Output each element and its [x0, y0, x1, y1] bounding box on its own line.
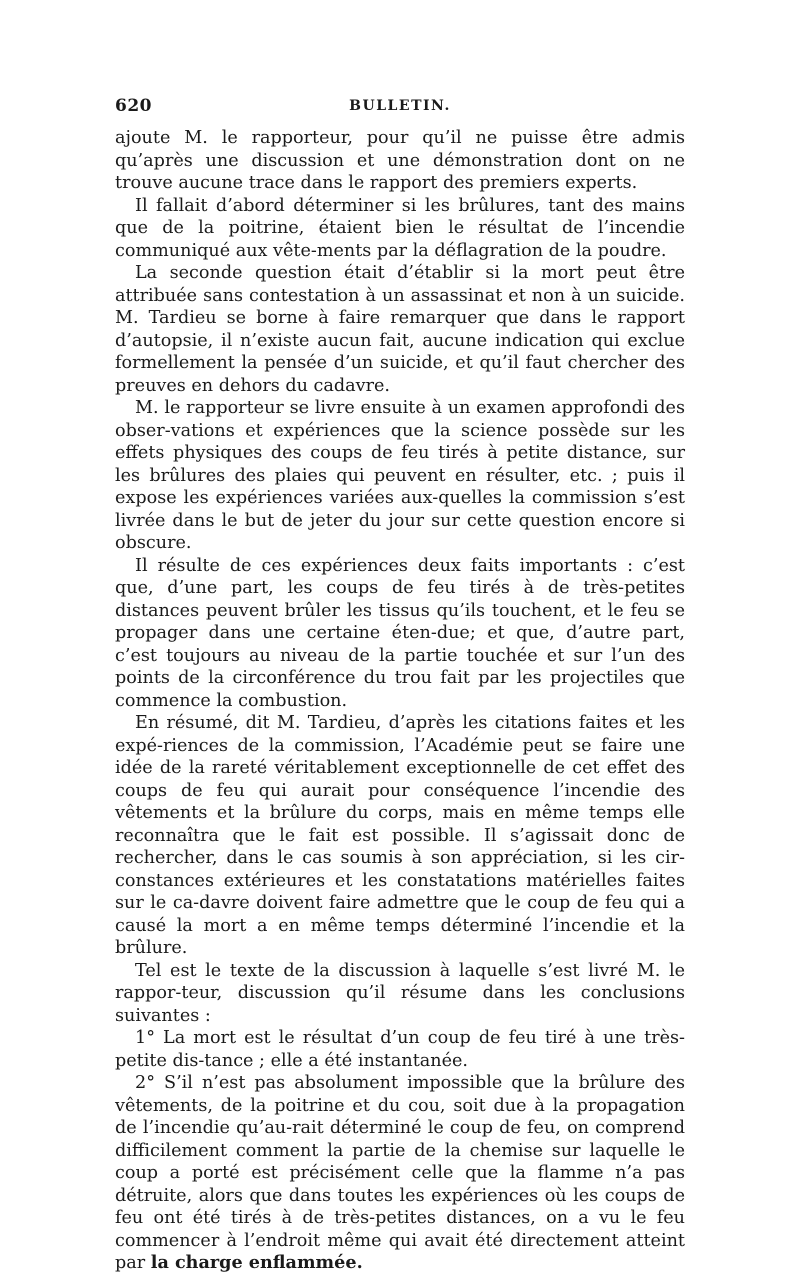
running-title: BULLETIN. — [349, 98, 451, 114]
paragraph-summary: En résumé, dit M. Tardieu, d’après les citations faites et les expé-riences de la commission, l’Académie peut se faire une idée de la rareté véritablement exceptionnelle de cet effet des coups de feu qui aurait pour conséquence l’incendie des vêtements et la brûlure du corps, mais en même temps elle reconnaîtra que le fait est possible. Il s’agissait donc de rechercher, dans le cas soumis à son appréciation, si les cir-constances extérieures et les constatations matérielles faites sur le ca-davre doivent faire admettre que le coup de feu qui a causé la mort a en même temps déterminé l’incendie et la brûlure. — [115, 713, 685, 958]
paragraph-conclusions-intro: Tel est le texte de la discussion à laquelle s’est livré M. le rappor-teur, discussion qu’il résume dans les conclusions suivantes : — [115, 960, 685, 1026]
paragraph-burns-question: Il fallait d’abord déterminer si les brûlures, tant des mains que de la poitrine, étaient bien le résultat de l’incendie communiqué aux vête-ments par la déflagration de la poudre. — [115, 195, 685, 261]
paragraph-conclusion-1: 1° La mort est le résultat d’un coup de feu tiré à une très-petite dis-tance ; elle a été instantanée. — [115, 1028, 685, 1071]
page-number: 620 — [115, 96, 152, 116]
running-head — [115, 96, 685, 118]
paragraph-continued: ajoute M. le rapporteur, pour qu’il ne puisse être admis qu’après une discussion et une démonstration dont on ne trouve aucune trace dans le rapport des premiers experts. — [115, 128, 685, 193]
body-text — [115, 127, 685, 1275]
closing-phrase: la charge enflammée. — [150, 1252, 363, 1273]
paragraph-second-question: La seconde question était d’établir si la mort peut être attribuée sans contestation à un assassinat et non à un suicide. M. Tardieu se borne à faire remarquer que dans le rapport d’autopsie, il n’existe aucun fait, aucune indication qui exclue formellement la pensée d’un suicide, et qu’il faut chercher des preuves en dehors du cadavre. — [115, 263, 685, 396]
paragraph-examination: M. le rapporteur se livre ensuite à un examen approfondi des obser-vations et expériences que la science possède sur les effets physiques des coups de feu tirés à petite distance, sur les brûlures des plaies qui peuvent en résulter, etc. ; puis il expose les expériences variées aux-quelles la commission s’est livrée dans le but de jeter du jour sur cette question encore si obscure. — [115, 398, 685, 553]
paragraph-experiment-results: Il résulte de ces expériences deux faits importants : c’est que, d’une part, les coups de feu tirés à de très-petites distances peuvent brûler les tissus qu’ils touchent, et le feu se propager dans une certaine éten-due; et que, d’autre part, c’est toujours au niveau de la partie touchée et sur l’un des points de la circonférence du trou fait par les projectiles que commence la combustion. — [115, 555, 685, 711]
paragraph-conclusion-2: 2° S’il n’est pas absolument impossible que la brûlure des vêtements, de la poitrine et du cou, soit due à la propagation de l’incendie qu’au-rait déterminé le coup de feu, on comprend difficilement comment la partie de la chemise sur laquelle le coup a porté est précisément celle que la flamme n’a pas détruite, alors que dans toutes les expériences où les coups de feu ont été tirés à de très-petites distances, on a vu le feu commencer à l’endroit même qui avait été directement atteint par la charge enflammée. — [115, 1073, 685, 1273]
